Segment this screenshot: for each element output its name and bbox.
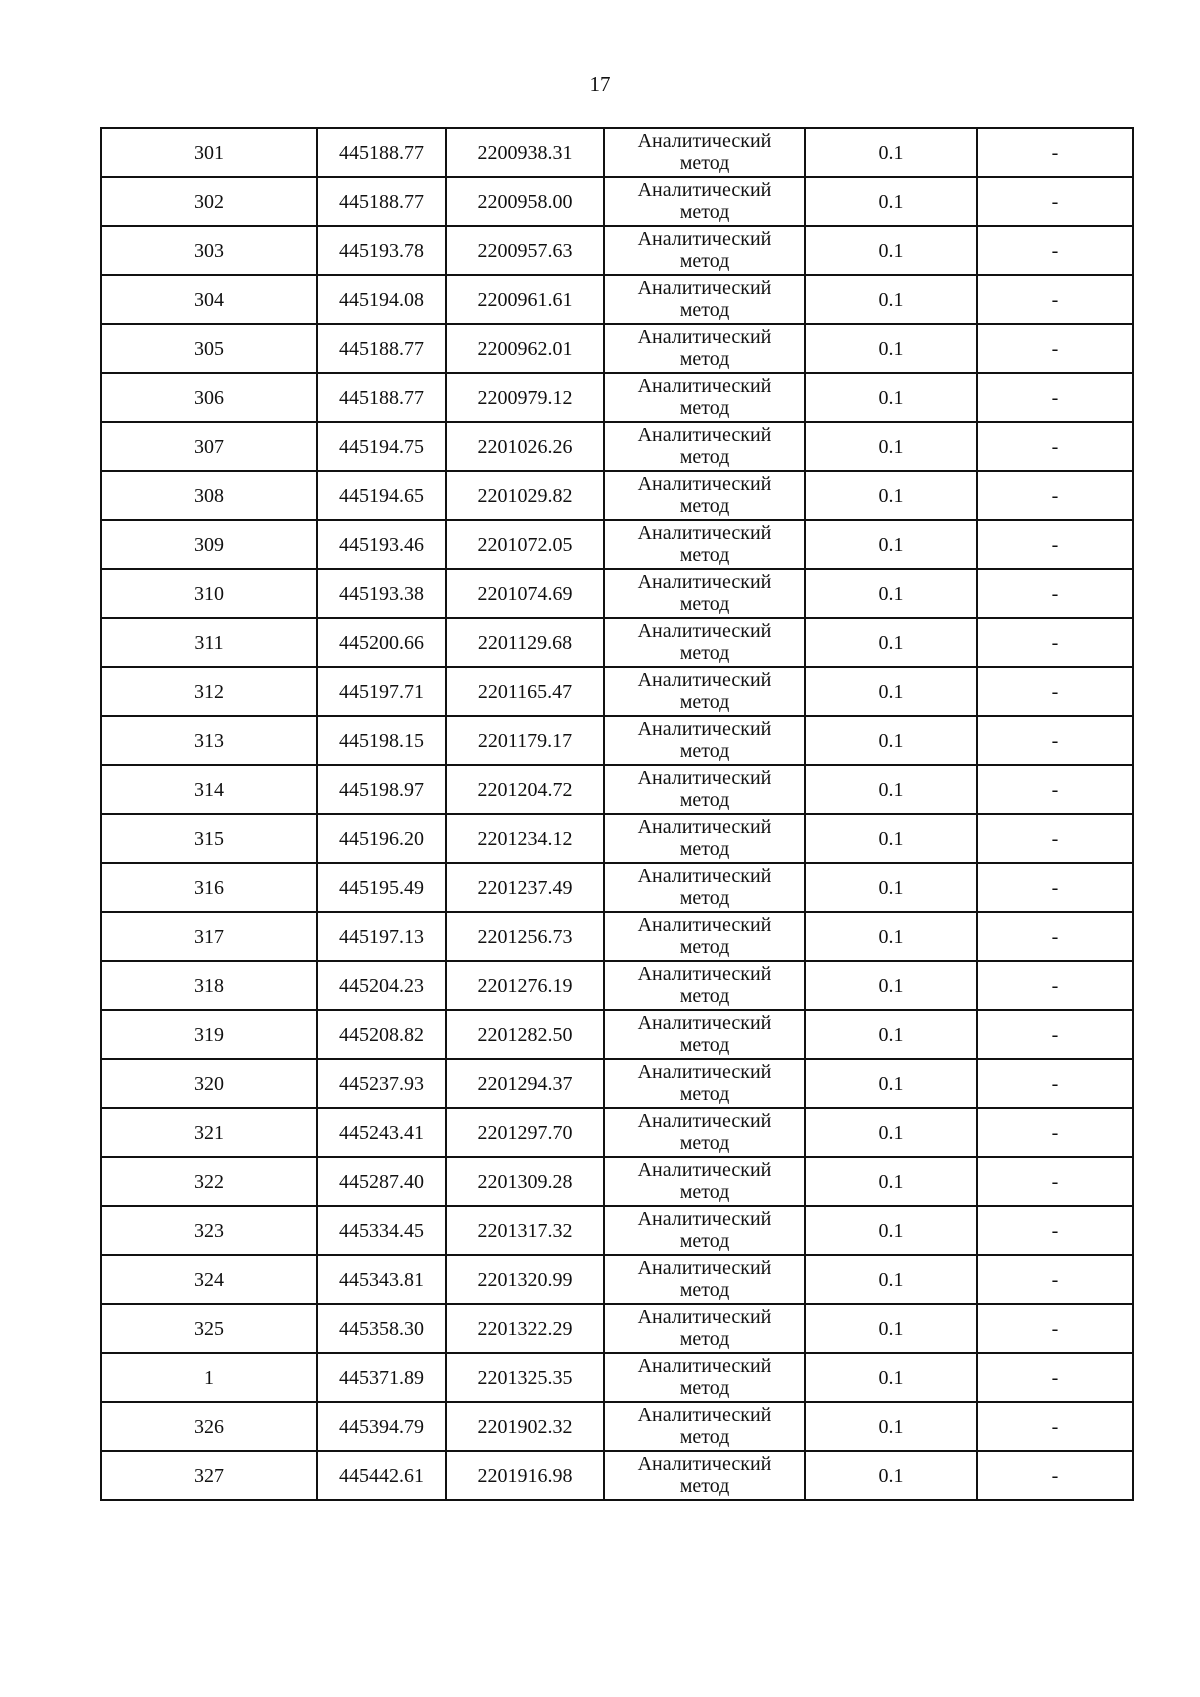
point-number-cell: 314 xyxy=(101,765,317,814)
note-cell: - xyxy=(977,1108,1133,1157)
method-line-1: Аналитический xyxy=(637,766,772,789)
method-line-2: метод xyxy=(679,837,730,860)
table-row xyxy=(101,422,1133,471)
method-line-2: метод xyxy=(679,1131,730,1154)
point-number-cell: 307 xyxy=(101,422,317,471)
point-number-cell: 313 xyxy=(101,716,317,765)
note-cell: - xyxy=(977,1010,1133,1059)
accuracy-cell: 0.1 xyxy=(805,765,977,814)
y-coordinate-cell: 2201204.72 xyxy=(446,765,604,814)
method-line-1: Аналитический xyxy=(637,1403,772,1426)
y-coordinate-cell: 2201276.19 xyxy=(446,961,604,1010)
x-coordinate-cell: 445197.71 xyxy=(317,667,446,716)
note-cell: - xyxy=(977,667,1133,716)
method-line-1: Аналитический xyxy=(637,717,772,740)
method-line-1: Аналитический xyxy=(637,1207,772,1230)
table-row xyxy=(101,716,1133,765)
method-line-1: Аналитический xyxy=(637,1158,772,1181)
method-cell xyxy=(604,324,805,373)
accuracy-cell: 0.1 xyxy=(805,373,977,422)
note-cell: - xyxy=(977,814,1133,863)
point-number-cell: 316 xyxy=(101,863,317,912)
note-cell: - xyxy=(977,716,1133,765)
x-coordinate-cell: 445194.08 xyxy=(317,275,446,324)
accuracy-cell: 0.1 xyxy=(805,863,977,912)
accuracy-cell: 0.1 xyxy=(805,471,977,520)
accuracy-cell: 0.1 xyxy=(805,128,977,177)
method-line-2: метод xyxy=(679,935,730,958)
x-coordinate-cell: 445197.13 xyxy=(317,912,446,961)
note-cell: - xyxy=(977,618,1133,667)
accuracy-cell: 0.1 xyxy=(805,912,977,961)
method-cell xyxy=(604,814,805,863)
point-number-cell: 322 xyxy=(101,1157,317,1206)
point-number-cell: 311 xyxy=(101,618,317,667)
method-cell xyxy=(604,1402,805,1451)
y-coordinate-cell: 2201902.32 xyxy=(446,1402,604,1451)
x-coordinate-cell: 445343.81 xyxy=(317,1255,446,1304)
method-line-1: Аналитический xyxy=(637,1011,772,1034)
y-coordinate-cell: 2201165.47 xyxy=(446,667,604,716)
method-line-2: метод xyxy=(679,690,730,713)
table-row xyxy=(101,1402,1133,1451)
table-row xyxy=(101,961,1133,1010)
accuracy-cell: 0.1 xyxy=(805,1206,977,1255)
accuracy-cell: 0.1 xyxy=(805,1010,977,1059)
note-cell: - xyxy=(977,422,1133,471)
method-cell xyxy=(604,177,805,226)
note-cell: - xyxy=(977,765,1133,814)
accuracy-cell: 0.1 xyxy=(805,667,977,716)
note-cell: - xyxy=(977,1353,1133,1402)
method-line-2: метод xyxy=(679,592,730,615)
y-coordinate-cell: 2201029.82 xyxy=(446,471,604,520)
point-number-cell: 321 xyxy=(101,1108,317,1157)
x-coordinate-cell: 445193.78 xyxy=(317,226,446,275)
method-line-2: метод xyxy=(679,1327,730,1350)
point-number-cell: 327 xyxy=(101,1451,317,1500)
method-cell xyxy=(604,373,805,422)
method-line-2: метод xyxy=(679,543,730,566)
point-number-cell: 301 xyxy=(101,128,317,177)
method-cell xyxy=(604,1059,805,1108)
method-cell xyxy=(604,226,805,275)
method-line-2: метод xyxy=(679,1474,730,1497)
table-row xyxy=(101,226,1133,275)
method-line-2: метод xyxy=(679,886,730,909)
method-line-2: метод xyxy=(679,641,730,664)
point-number-cell: 308 xyxy=(101,471,317,520)
y-coordinate-cell: 2201237.49 xyxy=(446,863,604,912)
method-line-1: Аналитический xyxy=(637,521,772,544)
y-coordinate-cell: 2201320.99 xyxy=(446,1255,604,1304)
method-line-1: Аналитический xyxy=(637,668,772,691)
table-row xyxy=(101,569,1133,618)
table-row xyxy=(101,177,1133,226)
method-line-2: метод xyxy=(679,200,730,223)
method-line-1: Аналитический xyxy=(637,962,772,985)
method-cell xyxy=(604,275,805,324)
table-row xyxy=(101,814,1133,863)
method-line-2: метод xyxy=(679,249,730,272)
table-row xyxy=(101,1304,1133,1353)
method-line-2: метод xyxy=(679,1278,730,1301)
note-cell: - xyxy=(977,324,1133,373)
y-coordinate-cell: 2200962.01 xyxy=(446,324,604,373)
point-number-cell: 319 xyxy=(101,1010,317,1059)
point-number-cell: 326 xyxy=(101,1402,317,1451)
table-row xyxy=(101,1451,1133,1500)
method-cell xyxy=(604,1206,805,1255)
table-row xyxy=(101,1157,1133,1206)
method-line-1: Аналитический xyxy=(637,570,772,593)
method-line-2: метод xyxy=(679,1082,730,1105)
accuracy-cell: 0.1 xyxy=(805,569,977,618)
x-coordinate-cell: 445198.15 xyxy=(317,716,446,765)
accuracy-cell: 0.1 xyxy=(805,1059,977,1108)
x-coordinate-cell: 445287.40 xyxy=(317,1157,446,1206)
table-row xyxy=(101,1353,1133,1402)
point-number-cell: 1 xyxy=(101,1353,317,1402)
method-line-2: метод xyxy=(679,445,730,468)
table-row xyxy=(101,765,1133,814)
y-coordinate-cell: 2201026.26 xyxy=(446,422,604,471)
x-coordinate-cell: 445243.41 xyxy=(317,1108,446,1157)
method-line-2: метод xyxy=(679,494,730,517)
x-coordinate-cell: 445194.65 xyxy=(317,471,446,520)
note-cell: - xyxy=(977,373,1133,422)
y-coordinate-cell: 2201322.29 xyxy=(446,1304,604,1353)
method-line-2: метод xyxy=(679,788,730,811)
method-cell xyxy=(604,1353,805,1402)
x-coordinate-cell: 445188.77 xyxy=(317,128,446,177)
method-line-2: метод xyxy=(679,1376,730,1399)
point-number-cell: 306 xyxy=(101,373,317,422)
method-line-2: метод xyxy=(679,1229,730,1252)
accuracy-cell: 0.1 xyxy=(805,1108,977,1157)
method-line-2: метод xyxy=(679,984,730,1007)
accuracy-cell: 0.1 xyxy=(805,1157,977,1206)
accuracy-cell: 0.1 xyxy=(805,520,977,569)
coordinates-table-body xyxy=(101,128,1133,1500)
accuracy-cell: 0.1 xyxy=(805,1402,977,1451)
method-line-2: метод xyxy=(679,1180,730,1203)
method-line-1: Аналитический xyxy=(637,1060,772,1083)
x-coordinate-cell: 445193.46 xyxy=(317,520,446,569)
x-coordinate-cell: 445196.20 xyxy=(317,814,446,863)
method-cell xyxy=(604,1010,805,1059)
accuracy-cell: 0.1 xyxy=(805,814,977,863)
table-row xyxy=(101,1010,1133,1059)
method-line-1: Аналитический xyxy=(637,864,772,887)
y-coordinate-cell: 2201317.32 xyxy=(446,1206,604,1255)
note-cell: - xyxy=(977,226,1133,275)
accuracy-cell: 0.1 xyxy=(805,422,977,471)
point-number-cell: 302 xyxy=(101,177,317,226)
x-coordinate-cell: 445198.97 xyxy=(317,765,446,814)
y-coordinate-cell: 2200961.61 xyxy=(446,275,604,324)
method-cell xyxy=(604,128,805,177)
x-coordinate-cell: 445188.77 xyxy=(317,373,446,422)
y-coordinate-cell: 2201297.70 xyxy=(446,1108,604,1157)
method-line-2: метод xyxy=(679,396,730,419)
method-line-1: Аналитический xyxy=(637,1354,772,1377)
method-line-1: Аналитический xyxy=(637,129,772,152)
point-number-cell: 318 xyxy=(101,961,317,1010)
table-row xyxy=(101,275,1133,324)
method-cell xyxy=(604,863,805,912)
table-row xyxy=(101,863,1133,912)
method-cell xyxy=(604,618,805,667)
method-line-1: Аналитический xyxy=(637,913,772,936)
method-line-1: Аналитический xyxy=(637,815,772,838)
note-cell: - xyxy=(977,1402,1133,1451)
method-line-1: Аналитический xyxy=(637,374,772,397)
x-coordinate-cell: 445442.61 xyxy=(317,1451,446,1500)
page-number: 17 xyxy=(589,72,611,96)
method-cell xyxy=(604,1157,805,1206)
method-cell xyxy=(604,471,805,520)
note-cell: - xyxy=(977,275,1133,324)
table-row xyxy=(101,373,1133,422)
x-coordinate-cell: 445188.77 xyxy=(317,177,446,226)
coordinates-table xyxy=(100,127,1134,1501)
method-line-1: Аналитический xyxy=(637,1452,772,1475)
x-coordinate-cell: 445208.82 xyxy=(317,1010,446,1059)
x-coordinate-cell: 445394.79 xyxy=(317,1402,446,1451)
method-cell xyxy=(604,1451,805,1500)
x-coordinate-cell: 445195.49 xyxy=(317,863,446,912)
method-cell xyxy=(604,520,805,569)
accuracy-cell: 0.1 xyxy=(805,1451,977,1500)
x-coordinate-cell: 445188.77 xyxy=(317,324,446,373)
method-line-2: метод xyxy=(679,1425,730,1448)
method-line-2: метод xyxy=(679,151,730,174)
accuracy-cell: 0.1 xyxy=(805,618,977,667)
point-number-cell: 325 xyxy=(101,1304,317,1353)
note-cell: - xyxy=(977,961,1133,1010)
method-line-2: метод xyxy=(679,347,730,370)
x-coordinate-cell: 445334.45 xyxy=(317,1206,446,1255)
method-line-2: метод xyxy=(679,1033,730,1056)
point-number-cell: 309 xyxy=(101,520,317,569)
method-line-1: Аналитический xyxy=(637,325,772,348)
point-number-cell: 312 xyxy=(101,667,317,716)
method-cell xyxy=(604,569,805,618)
table-row xyxy=(101,618,1133,667)
table-row xyxy=(101,128,1133,177)
accuracy-cell: 0.1 xyxy=(805,716,977,765)
y-coordinate-cell: 2201294.37 xyxy=(446,1059,604,1108)
method-line-1: Аналитический xyxy=(637,276,772,299)
x-coordinate-cell: 445237.93 xyxy=(317,1059,446,1108)
note-cell: - xyxy=(977,1255,1133,1304)
note-cell: - xyxy=(977,177,1133,226)
point-number-cell: 315 xyxy=(101,814,317,863)
method-line-1: Аналитический xyxy=(637,619,772,642)
point-number-cell: 303 xyxy=(101,226,317,275)
y-coordinate-cell: 2201074.69 xyxy=(446,569,604,618)
y-coordinate-cell: 2201234.12 xyxy=(446,814,604,863)
y-coordinate-cell: 2201179.17 xyxy=(446,716,604,765)
method-cell xyxy=(604,1304,805,1353)
x-coordinate-cell: 445194.75 xyxy=(317,422,446,471)
method-line-1: Аналитический xyxy=(637,423,772,446)
x-coordinate-cell: 445371.89 xyxy=(317,1353,446,1402)
method-cell xyxy=(604,422,805,471)
table-row xyxy=(101,912,1133,961)
method-line-1: Аналитический xyxy=(637,472,772,495)
y-coordinate-cell: 2201916.98 xyxy=(446,1451,604,1500)
accuracy-cell: 0.1 xyxy=(805,275,977,324)
note-cell: - xyxy=(977,520,1133,569)
table-row xyxy=(101,471,1133,520)
point-number-cell: 323 xyxy=(101,1206,317,1255)
y-coordinate-cell: 2200958.00 xyxy=(446,177,604,226)
x-coordinate-cell: 445200.66 xyxy=(317,618,446,667)
accuracy-cell: 0.1 xyxy=(805,226,977,275)
table-row xyxy=(101,1108,1133,1157)
y-coordinate-cell: 2200979.12 xyxy=(446,373,604,422)
note-cell: - xyxy=(977,128,1133,177)
method-cell xyxy=(604,912,805,961)
note-cell: - xyxy=(977,912,1133,961)
method-line-1: Аналитический xyxy=(637,1305,772,1328)
y-coordinate-cell: 2201282.50 xyxy=(446,1010,604,1059)
accuracy-cell: 0.1 xyxy=(805,1304,977,1353)
method-line-2: метод xyxy=(679,739,730,762)
point-number-cell: 305 xyxy=(101,324,317,373)
table-row xyxy=(101,1206,1133,1255)
method-cell xyxy=(604,716,805,765)
method-line-1: Аналитический xyxy=(637,227,772,250)
table-row xyxy=(101,324,1133,373)
method-cell xyxy=(604,1108,805,1157)
accuracy-cell: 0.1 xyxy=(805,324,977,373)
x-coordinate-cell: 445204.23 xyxy=(317,961,446,1010)
accuracy-cell: 0.1 xyxy=(805,177,977,226)
method-cell xyxy=(604,667,805,716)
note-cell: - xyxy=(977,863,1133,912)
x-coordinate-cell: 445193.38 xyxy=(317,569,446,618)
note-cell: - xyxy=(977,1206,1133,1255)
method-line-1: Аналитический xyxy=(637,1256,772,1279)
method-line-1: Аналитический xyxy=(637,178,772,201)
note-cell: - xyxy=(977,471,1133,520)
accuracy-cell: 0.1 xyxy=(805,961,977,1010)
method-cell xyxy=(604,961,805,1010)
accuracy-cell: 0.1 xyxy=(805,1255,977,1304)
note-cell: - xyxy=(977,1304,1133,1353)
y-coordinate-cell: 2201072.05 xyxy=(446,520,604,569)
note-cell: - xyxy=(977,569,1133,618)
note-cell: - xyxy=(977,1451,1133,1500)
y-coordinate-cell: 2200957.63 xyxy=(446,226,604,275)
note-cell: - xyxy=(977,1157,1133,1206)
y-coordinate-cell: 2201325.35 xyxy=(446,1353,604,1402)
table-row xyxy=(101,1255,1133,1304)
method-line-1: Аналитический xyxy=(637,1109,772,1132)
table-row xyxy=(101,1059,1133,1108)
y-coordinate-cell: 2201129.68 xyxy=(446,618,604,667)
y-coordinate-cell: 2201309.28 xyxy=(446,1157,604,1206)
point-number-cell: 304 xyxy=(101,275,317,324)
y-coordinate-cell: 2201256.73 xyxy=(446,912,604,961)
method-cell xyxy=(604,765,805,814)
table-row xyxy=(101,520,1133,569)
table-row xyxy=(101,667,1133,716)
method-cell xyxy=(604,1255,805,1304)
y-coordinate-cell: 2200938.31 xyxy=(446,128,604,177)
note-cell: - xyxy=(977,1059,1133,1108)
accuracy-cell: 0.1 xyxy=(805,1353,977,1402)
point-number-cell: 310 xyxy=(101,569,317,618)
point-number-cell: 324 xyxy=(101,1255,317,1304)
x-coordinate-cell: 445358.30 xyxy=(317,1304,446,1353)
method-line-2: метод xyxy=(679,298,730,321)
point-number-cell: 320 xyxy=(101,1059,317,1108)
point-number-cell: 317 xyxy=(101,912,317,961)
